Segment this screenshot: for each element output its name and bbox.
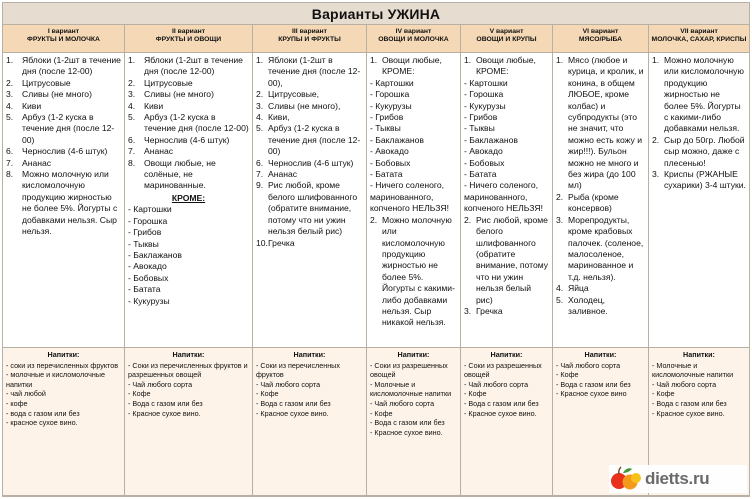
list-item: - Батата <box>370 169 403 180</box>
list-item: 5. Арбуз (1-2 куска в течение дня (после 12-00) <box>128 112 249 134</box>
body-variant-7 <box>649 53 749 348</box>
list-item: - Картошки <box>128 204 172 215</box>
list-item: 5. Арбуз (1-2 куска в течение дня (после 12-00) <box>256 123 361 157</box>
drinks-title: Напитки: <box>490 350 523 359</box>
list-item: - Кофе <box>556 370 579 380</box>
list-item: - Горошка <box>464 89 504 100</box>
title-row <box>3 3 749 25</box>
variants-grid <box>3 25 749 496</box>
list-item: 7. Ананас <box>128 146 174 157</box>
list-item: 4. Яйца <box>556 283 589 294</box>
list-item: - Молочные и кисломолочные напитки <box>652 360 734 380</box>
list-item: 8. Овощи любые, не солёные, не маринованные. <box>128 157 216 191</box>
header-variant-1: I вариант ФРУКТЫ И МОЛОЧКА <box>3 25 125 53</box>
list-item: - Картошки <box>464 77 508 88</box>
list-item: - Чай любого сорта <box>370 398 435 408</box>
list-item: 4. Киви <box>6 100 42 111</box>
drinks-variant-2 <box>125 348 253 496</box>
food-list <box>256 55 363 249</box>
list-item: - Кукурузы <box>464 100 506 111</box>
list-item: - Соки из перечисленных фруктов и разрешенных овощей <box>128 360 248 380</box>
list-item: 3. Сливы (не много) <box>6 89 92 100</box>
body-variant-4 <box>367 53 461 348</box>
list-item: - Картошки <box>370 77 414 88</box>
list-item: - Вода с газом или без <box>128 398 203 408</box>
list-item: 7. Ананас <box>6 157 52 168</box>
list-item: - Баклажанов <box>464 134 518 145</box>
page-title: Варианты УЖИНА <box>311 5 441 22</box>
drinks-list <box>556 361 645 399</box>
list-item: - Кофе <box>256 389 279 399</box>
list-item: 5. Арбуз (1-2 куска в течение дня (после 12-00) <box>6 112 115 145</box>
list-item: - Чай любого сорта <box>128 379 193 389</box>
list-item: - Чай любого сорта <box>652 379 717 389</box>
list-item: - Вода с газом или без <box>652 398 727 408</box>
list-item: - Грибов <box>128 227 162 238</box>
drinks-list <box>128 361 249 419</box>
list-item: - Кофе <box>652 389 675 399</box>
logo-text: dietts.ru <box>645 469 710 488</box>
list-item: - вода с газом или без <box>6 408 80 418</box>
list-item: 1. Можно молочную или кисломолочную продукцию жирностью не более 5%. Йогурты с какими-либо добавками нельзя. <box>652 55 744 134</box>
list-item: - Красное сухое вино. <box>128 408 201 418</box>
header-variant-3: III вариант КРУПЫ И ФРУКТЫ <box>253 25 367 53</box>
list-item: 1. Яблоки (1-2шт в течение дня (после 12-00) <box>6 55 121 77</box>
list-item: - Баклажанов <box>128 249 182 260</box>
food-list <box>370 55 457 78</box>
list-item: 6. Чернослив (4-6 штук) <box>256 157 354 168</box>
list-item: 9. Рис любой, кроме белого шлифованного (обратите внимание, потому что ни ужин нельзя белый рис) <box>256 180 358 237</box>
body-variant-5 <box>461 53 553 348</box>
list-item: - Авокадо <box>370 146 409 157</box>
food-list <box>652 55 746 192</box>
body-variant-3 <box>253 53 367 348</box>
list-item: 2. Цитрусовые <box>6 77 71 88</box>
header-variant-2: II вариант ФРУКТЫ И ОВОЩИ <box>125 25 253 53</box>
list-item: 1. Овощи любые, КРОМЕ: <box>464 55 536 77</box>
list-item: 5. Холодец, заливное. <box>556 294 608 316</box>
food-list <box>464 215 549 318</box>
drinks-title: Напитки: <box>172 350 205 359</box>
list-item: 1. Яблоки (1-2шт в течение дня (после 12-00) <box>128 55 243 77</box>
list-item: - чай любой <box>6 389 46 399</box>
list-item: - Кофе <box>464 389 487 399</box>
except-list <box>464 78 549 181</box>
list-item: 2. Рис любой, кроме белого шлифованного (обратите внимание, потому что ни ужин нельзя белый рис) <box>464 214 549 305</box>
list-item: 1. Яблоки (1-2шт в течение дня (после 12-00), <box>256 55 361 88</box>
list-item: - Бобовых <box>370 157 411 168</box>
body-variant-6 <box>553 53 649 348</box>
list-item: - Тыквы <box>128 238 159 249</box>
list-item: 4. Киви, <box>256 112 290 123</box>
list-item: 1. Овощи любые, КРОМЕ: <box>370 55 442 77</box>
list-item: 4. Киви <box>128 100 164 111</box>
drinks-variant-3 <box>253 348 367 496</box>
list-item: - Авокадо <box>464 146 503 157</box>
list-item: - Молочные и кисломолочные напитки <box>370 379 452 399</box>
list-item: 3. Сливы (не много) <box>128 89 214 100</box>
drinks-title: Напитки: <box>683 350 715 359</box>
body-variant-1 <box>3 53 125 348</box>
list-item: 3. Морепродукты, кроме крабовых палочек. (соленое, малосоленое, маринованное и т.д. нельзя). <box>556 214 644 282</box>
list-item: - Горошка <box>128 215 168 226</box>
list-item: - Соки из разрешенных овощей <box>464 360 542 380</box>
list-item: - Чай любого сорта <box>556 360 621 370</box>
no-salted-note: - Ничего соленого, маринованного, копченого НЕЛЬЗЯ! <box>464 180 543 214</box>
drinks-list <box>256 361 363 419</box>
fruit-logo-icon <box>609 466 643 492</box>
list-item: - Красное сухое вино. <box>652 408 725 418</box>
list-item: - Чай любого сорта <box>464 379 529 389</box>
list-item: 3. Криспы (РЖАНЫЕ сухарики) 3-4 штуки. <box>652 169 746 191</box>
list-item: - Соки из перечисленных фруктов <box>256 360 340 380</box>
drinks-list <box>464 361 549 419</box>
list-item: 10. Гречка <box>256 237 295 248</box>
header-variant-4: IV вариант ОВОЩИ И МОЛОЧКА <box>367 25 461 53</box>
except-title: КРОМЕ: <box>171 192 206 203</box>
list-item: 6. Чернослив (4-6 штук) <box>6 146 108 157</box>
list-item: - Авокадо <box>128 261 167 272</box>
list-item: - Красное сухое вино. <box>370 427 443 437</box>
list-item: 6. Чернослив (4-6 штук) <box>128 134 230 145</box>
diet-table <box>2 2 750 497</box>
list-item: - Вода с газом или без <box>556 379 631 389</box>
list-item: - Кофе <box>370 408 393 418</box>
drinks-variant-1 <box>3 348 125 496</box>
list-item: - Тыквы <box>370 123 401 134</box>
food-list <box>464 55 549 78</box>
drinks-list <box>370 361 457 438</box>
list-item: 2. Можно молочную или кисломолочную продукцию жирностью не более 5%. Йогурты с какими-либо добавками нельзя. Сыр никакой нельзя. <box>370 214 455 328</box>
list-item: - Грибов <box>370 112 404 123</box>
list-item: - кофе <box>6 398 28 408</box>
header-variant-5: V вариант ОВОЩИ И КРУПЫ <box>461 25 553 53</box>
list-item: - Тыквы <box>464 123 495 134</box>
list-item: 3. Сливы (не много), <box>256 100 341 111</box>
drinks-title: Напитки: <box>397 350 430 359</box>
list-item: - Красное сухое вино. <box>256 408 329 418</box>
list-item: 2. Сыр до 50гр. Любой сыр можно, даже с плесенью! <box>652 134 745 168</box>
list-item: - Красное сухое вино <box>556 389 627 399</box>
food-list <box>556 55 645 317</box>
food-list <box>128 55 249 192</box>
list-item: - Соки из разрешенных овощей <box>370 360 448 380</box>
no-salted-note: - Ничего соленого, маринованного, копченого НЕЛЬЗЯ! <box>370 180 449 214</box>
drinks-variant-5 <box>461 348 553 496</box>
drinks-title: Напитки: <box>293 350 326 359</box>
list-item: 3. Гречка <box>464 305 503 316</box>
header-variant-7: VII вариант МОЛОЧКА, САХАР, КРИСПЫ <box>649 25 749 53</box>
food-list <box>370 215 457 329</box>
food-list <box>6 55 121 238</box>
list-item: 2. Цитрусовые <box>128 77 193 88</box>
list-item: - Кукурузы <box>370 100 412 111</box>
list-item: - Горошка <box>370 89 410 100</box>
list-item: - Кукурузы <box>128 295 170 306</box>
drinks-title: Напитки: <box>47 350 80 359</box>
except-list <box>370 78 457 181</box>
list-item: 2. Рыба (кроме консервов) <box>556 191 619 214</box>
list-item: - Грибов <box>464 112 498 123</box>
list-item: 1. Мясо (любое и курица, и кролик, и конина, в общем ЛЮБОЕ, кроме колбас) и субпродукты (это не значит, что можно есть кожу и жир!!!). Бульон можно не много и без жира (до 100 мл) <box>556 55 644 191</box>
list-item: - Красное сухое вино. <box>464 408 537 418</box>
list-item: 8. Можно молочную или кисломолочную продукцию жирностью не более 5%. Йогурты с добавками нельзя. Сыр нельзя. <box>6 169 118 237</box>
list-item: 7. Ананас <box>256 169 298 180</box>
list-item: - красное сухое вино. <box>6 418 78 428</box>
list-item: - Кофе <box>128 389 151 399</box>
list-item: - соки из перечисленных фруктов <box>6 360 119 370</box>
drinks-title: Напитки: <box>584 350 617 359</box>
list-item: 2. Цитрусовые, <box>256 89 320 100</box>
list-item: - Батата <box>464 169 497 180</box>
list-item: - Батата <box>128 284 161 295</box>
list-item: - Вода с газом или без <box>370 418 445 428</box>
list-item: - Вода с газом или без <box>256 398 331 408</box>
drinks-list <box>6 361 121 428</box>
list-item: - Бобовых <box>464 157 505 168</box>
header-variant-6: VI вариант МЯСО/РЫБА <box>553 25 649 53</box>
list-item: - Вода с газом или без <box>464 398 539 408</box>
drinks-variant-4 <box>367 348 461 496</box>
body-variant-2 <box>125 53 253 348</box>
except-list <box>128 204 249 307</box>
site-logo[interactable] <box>609 465 747 493</box>
list-item: - Бобовых <box>128 272 169 283</box>
list-item: - молочные и кисломолочные напитки <box>6 370 105 389</box>
list-item: - Баклажанов <box>370 134 424 145</box>
list-item: - Чай любого сорта <box>256 379 321 389</box>
drinks-list <box>652 361 746 419</box>
